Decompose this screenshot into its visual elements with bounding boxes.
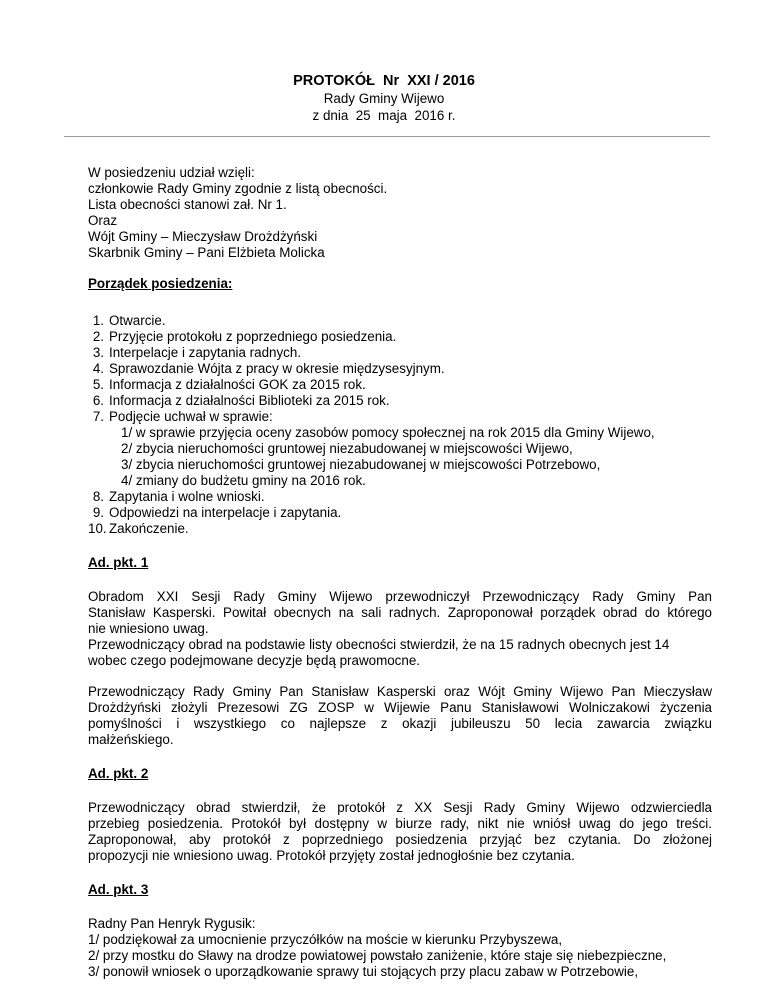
- pkt3-paragraph: Radny Pan Henryk Rygusik: 1/ podziękował za umocnienie przyczółków na moście w kierunku Przybyszewa, 2/ przy mostku do Sławy na drodze powiatowej powstało zaniżenie, które staje się niebezpieczne, 3/ ponowił wniosek o uporządkowanie sprawy tui stojących przy placu zabaw w Potrzebowie,: [88, 916, 667, 979]
- resolution-item: 1/ w sprawie przyjęcia oceny zasobów pomocy społecznej na rok 2015 dla Gminy Wijewo,: [121, 425, 655, 440]
- pkt2-paragraph: Przewodniczący obrad stwierdził, że protokół z XX Sesji Rady Gminy Wijewo odzwierciedla przebieg posiedzenia. Protokół był dostępny w biurze rady, nikt nie wniósł uwag do jego treści. Zaproponował, aby protokół z poprzedniego posiedzenia przyjąć bez czytania. Do złożonej propozycji nie wniesiono uwag. Protokół przyjęty został jednogłośnie bez czytania.: [88, 800, 712, 863]
- agenda-item: 5. Informacja z działalności GOK za 2015 rok.: [92, 377, 366, 392]
- agenda-list: [88, 313, 712, 537]
- council-name: Rady Gminy Wijewo: [323, 91, 445, 106]
- intro-line: członkowie Rady Gminy zgodnie z listą obecności.: [88, 181, 388, 196]
- resolution-item: 2/ zbycia nieruchomości gruntowej niezabudowanej w miejscowości Wijewo,: [121, 441, 573, 456]
- pkt1-paragraph: Obradom XXI Sesji Rady Gminy Wijewo przewodniczył Przewodniczący Rady Gminy Pan Stanisław Kasperski. Powitał obecnych na sali radnych. Zaproponował porządek obrad do którego nie wniesiono uwag. Przewodniczący obrad na podstawie listy obecności stwierdził, że na 15 radnych obecnych jest 14 wobec czego podejmowane decyzje będą prawomocne.: [88, 589, 712, 668]
- agenda-item: 10. Zakończenie.: [88, 521, 189, 536]
- protocol-title: PROTOKÓŁ Nr XXI / 2016: [293, 73, 475, 89]
- document-header: [0, 73, 768, 124]
- agenda-heading: Porządek posiedzenia:: [88, 276, 233, 291]
- agenda-item: 4. Sprawozdanie Wójta z pracy w okresie międzysesyjnym.: [92, 361, 445, 376]
- document-body: [88, 165, 712, 980]
- agenda-item: 2. Przyjęcie protokołu z poprzedniego posiedzenia.: [92, 329, 397, 344]
- intro-line: Skarbnik Gminy – Pani Elżbieta Molicka: [88, 245, 325, 260]
- agenda-item: 8. Zapytania i wolne wnioski.: [92, 489, 265, 504]
- header-divider: [64, 136, 710, 137]
- resolution-sublist: [109, 425, 712, 489]
- intro-line: W posiedzeniu udział wzięli:: [88, 165, 255, 180]
- intro-line: Wójt Gminy – Mieczysław Drożdżyński: [88, 229, 318, 244]
- pkt1-heading: Ad. pkt. 1: [88, 555, 149, 570]
- agenda-item: 9. Odpowiedzi na interpelacje i zapytania.: [92, 505, 342, 520]
- attendance-section: [88, 165, 712, 261]
- agenda-item: 6. Informacja z działalności Biblioteki za 2015 rok.: [92, 393, 390, 408]
- agenda-item: 3. Interpelacje i zapytania radnych.: [92, 345, 302, 360]
- pkt3-heading: Ad. pkt. 3: [88, 882, 149, 897]
- session-date: z dnia 25 maja 2016 r.: [312, 108, 456, 123]
- intro-line: Oraz: [88, 213, 118, 228]
- agenda-item: 7. Podjęcie uchwał w sprawie: 1/ w sprawie przyjęcia oceny zasobów pomocy społecznej na rok 2015 dla Gminy Wijewo, 2/ zbycia nieruchomości gruntowej niezabudowanej w miejscowości Wijewo, 3/ zbycia nieruchomości gruntowej niezabudowanej w miejscowości Potrzebowo, 4/ zmiany do budżetu gminy na 2016 rok.: [88, 409, 712, 489]
- resolution-item: 3/ zbycia nieruchomości gruntowej niezabudowanej w miejscowości Potrzebowo,: [121, 457, 601, 472]
- intro-line: Lista obecności stanowi zał. Nr 1.: [88, 197, 287, 212]
- pkt2-heading: Ad. pkt. 2: [88, 766, 149, 781]
- agenda-item: 1. Otwarcie.: [92, 313, 166, 328]
- resolution-item: 4/ zmiany do budżetu gminy na 2016 rok.: [121, 473, 366, 488]
- pkt1-wishes-paragraph: Przewodniczący Rady Gminy Pan Stanisław Kasperski oraz Wójt Gminy Wijewo Pan Mieczysław Drożdżyński złożyli Prezesowi ZG ZOSP w Wijewie Panu Stanisławowi Wolniczakowi życzenia pomyślności i wszystkiego co najlepsze z okazji jubileuszu 50 lecia zawarcia związku małżeńskiego.: [88, 684, 712, 747]
